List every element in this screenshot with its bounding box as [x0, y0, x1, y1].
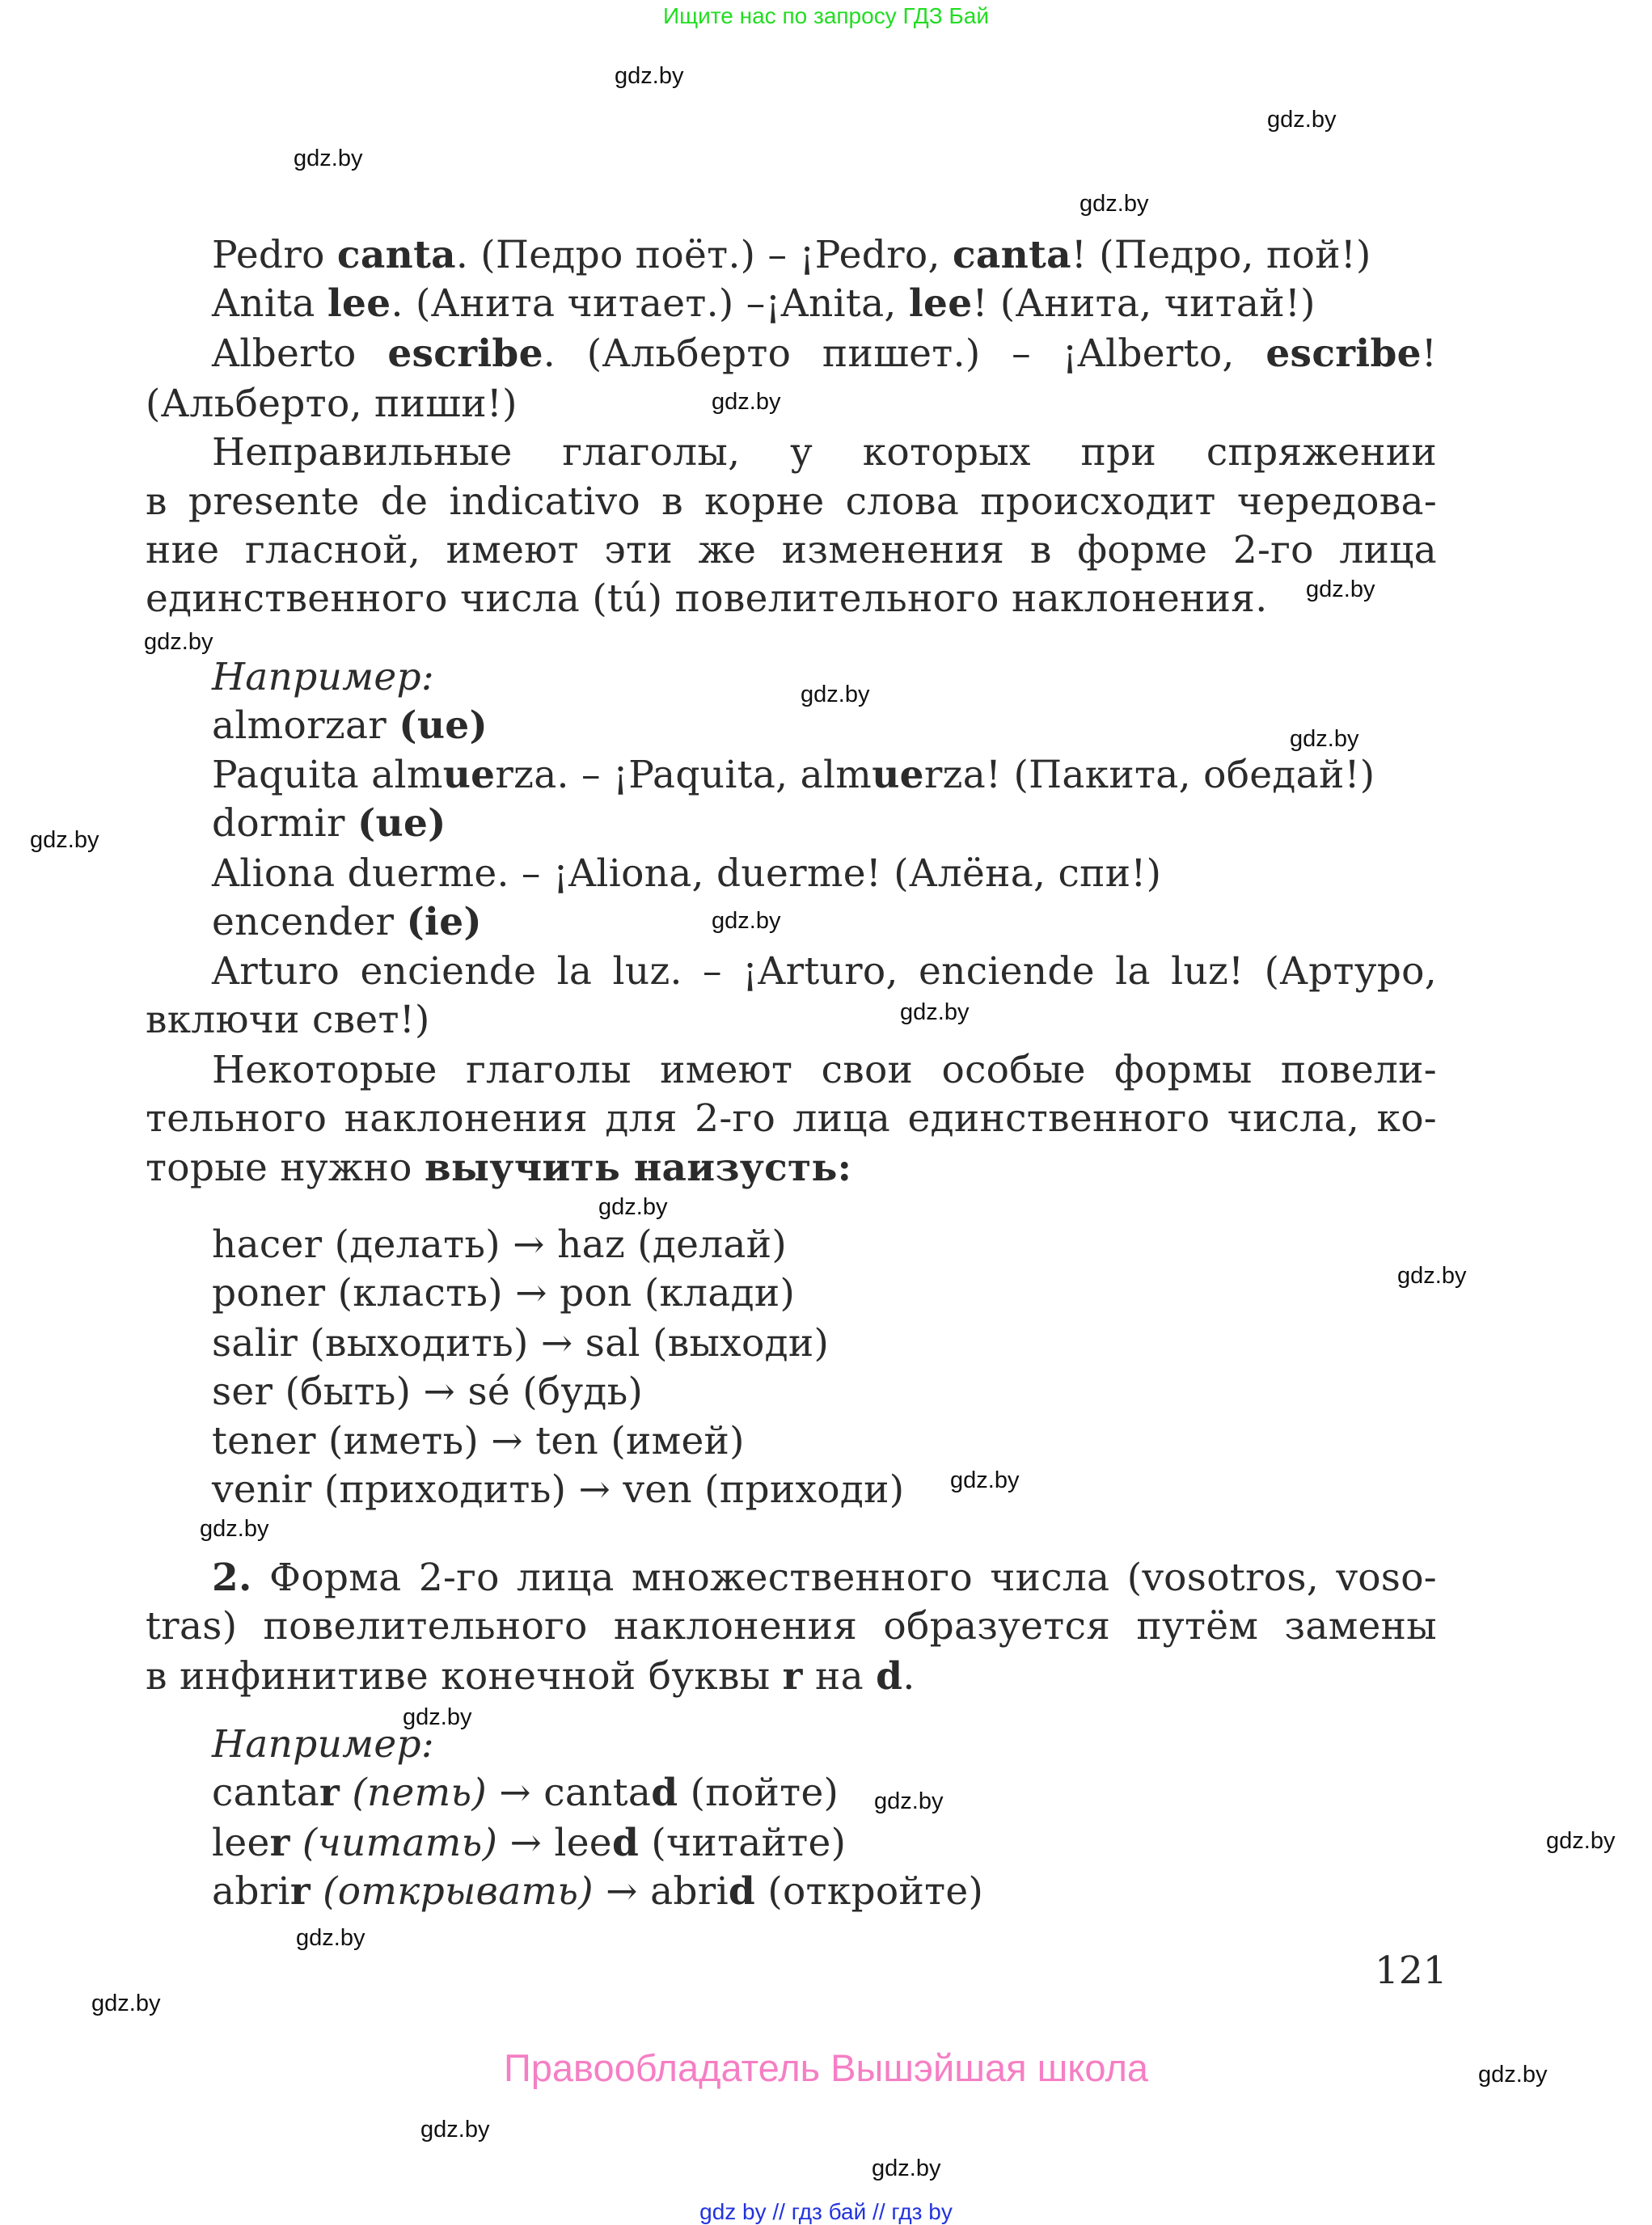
text-segment: . (Альберто пишет.) – ¡Alberto, — [543, 331, 1266, 376]
text-segment — [340, 1771, 352, 1815]
page-number: 121 — [1375, 1948, 1447, 1993]
bold-text: 2. — [212, 1556, 252, 1600]
text-segment: (откройте) — [755, 1869, 984, 1914]
text-segment: ! (Анита, читай!) — [972, 281, 1316, 326]
text-segment: на — [802, 1654, 877, 1699]
bold-text: d — [876, 1654, 903, 1699]
text-segment: salir (выходить) → sal (выходи) — [212, 1321, 830, 1366]
text-segment: Некоторые глаголы имеют свои особые формы повели- — [212, 1048, 1437, 1092]
bold-text: r — [269, 1821, 290, 1865]
bold-text: lee — [908, 281, 973, 326]
text-line — [212, 1046, 1437, 1095]
watermark: gdz.by — [1080, 191, 1149, 217]
text-segment: в инфинитиве конечной буквы — [146, 1654, 783, 1699]
text-segment: . (Анита читает.) –¡Anita, — [391, 281, 909, 326]
watermark: gdz.by — [801, 682, 870, 707]
bold-text: escribe — [387, 331, 543, 376]
text-segment: ! — [1421, 331, 1438, 376]
text-segment: Pedro — [212, 233, 337, 277]
watermark: gdz.by — [1546, 1828, 1616, 1854]
search-hint-banner: Ищите нас по запросу ГДЗ Бай — [662, 3, 990, 28]
bold-text: d — [651, 1771, 678, 1815]
watermark: gdz.by — [1290, 726, 1359, 752]
text-line — [146, 996, 430, 1045]
text-segment: единственного числа (tú) повелительного наклонения. — [146, 576, 1268, 621]
italic-text: (петь) — [352, 1771, 488, 1815]
text-segment: Неправильные глаголы, у которых при спряжении — [212, 430, 1437, 475]
bold-text: canta — [952, 233, 1071, 277]
text-segment: dormir — [212, 801, 357, 846]
text-segment: encender — [212, 900, 407, 944]
text-segment: tras) повелительного наклонения образуется путём замены — [146, 1604, 1437, 1649]
text-line — [212, 702, 488, 750]
text-segment: Alberto — [212, 331, 388, 376]
text-line — [146, 1144, 851, 1193]
copyright-owner: Правообладатель Вышэйшая школа — [503, 2046, 1149, 2089]
text-segment: abri — [212, 1869, 290, 1914]
bold-text: (ie) — [406, 900, 482, 944]
text-line — [212, 330, 1437, 378]
bold-text: d — [728, 1869, 756, 1914]
text-line — [212, 1417, 745, 1466]
watermark: gdz.by — [712, 389, 781, 415]
text-line — [212, 948, 1437, 996]
bold-text: canta — [336, 233, 456, 277]
text-segment — [290, 1821, 302, 1865]
bold-text: r — [319, 1771, 340, 1815]
watermark: gdz.by — [872, 2155, 941, 2181]
italic-text: Например: — [212, 1722, 435, 1767]
text-segment: lee — [212, 1821, 270, 1865]
watermark: gdz.by — [91, 1991, 161, 2016]
text-line — [212, 280, 1316, 328]
text-segment: Arturo enciende la luz. – ¡Arturo, enciende la luz! (Артуро, — [212, 949, 1437, 994]
text-line — [146, 478, 1437, 526]
watermark: gdz.by — [712, 908, 781, 934]
text-segment: ние гласной, имеют эти же изменения в форме 2-го лица — [146, 528, 1437, 572]
text-line — [146, 526, 1437, 575]
text-segment: в presente de indicativo в корне слова происходит чередова- — [146, 479, 1437, 524]
watermark: gdz.by — [294, 146, 363, 171]
text-segment: poner (класть) → pon (клади) — [212, 1271, 796, 1315]
text-line — [212, 1466, 904, 1514]
text-segment: venir (приходить) → ven (приходи) — [212, 1467, 905, 1512]
text-line — [146, 1095, 1437, 1143]
bold-text: ue — [872, 753, 924, 797]
text-segment: . (Педро поёт.) – ¡Pedro, — [455, 233, 953, 277]
watermark: gdz.by — [403, 1704, 472, 1730]
bold-text: r — [782, 1654, 803, 1699]
text-line — [212, 850, 1161, 898]
watermark: gdz.by — [420, 2117, 490, 2143]
watermark: gdz.by — [874, 1788, 944, 1814]
text-line — [212, 653, 434, 702]
text-segment: canta — [212, 1771, 320, 1815]
text-segment: тельного наклонения для 2-го лица единственного числа, ко- — [146, 1096, 1437, 1141]
text-segment: tener (иметь) → ten (имей) — [212, 1419, 745, 1463]
watermark: gdz.by — [900, 999, 970, 1025]
text-segment: (пойте) — [678, 1771, 839, 1815]
bold-text: lee — [327, 281, 391, 326]
footer-links[interactable]: gdz by // гдз бай // гдз by — [699, 2199, 953, 2224]
text-line — [212, 800, 446, 848]
text-segment: торые нужно — [146, 1146, 425, 1190]
text-segment: (Альберто, пиши!) — [146, 382, 518, 426]
watermark: gdz.by — [144, 629, 213, 655]
text-line — [212, 1720, 434, 1769]
watermark: gdz.by — [615, 63, 684, 89]
watermark: gdz.by — [1267, 107, 1337, 133]
bold-text: r — [289, 1869, 311, 1914]
text-line — [146, 1602, 1437, 1651]
bold-text: выучить наизусть: — [424, 1146, 852, 1190]
bold-text: ue — [442, 753, 496, 797]
text-line — [146, 1653, 915, 1701]
text-line — [212, 1368, 643, 1416]
bold-text: (ue) — [399, 703, 488, 748]
bold-text: escribe — [1265, 331, 1422, 376]
text-segment: rza! (Пакита, обедай!) — [923, 753, 1375, 797]
text-segment: → lee — [497, 1821, 612, 1865]
text-line — [146, 575, 1268, 623]
italic-text: Например: — [212, 655, 435, 699]
watermark: gdz.by — [296, 1925, 365, 1951]
text-segment: Форма 2-го лица множественного числа (vosotros, voso- — [251, 1556, 1437, 1600]
text-line — [212, 1221, 787, 1269]
text-line — [212, 1554, 1437, 1602]
text-segment: almorzar — [212, 703, 399, 748]
text-segment: ! (Педро, пой!) — [1071, 233, 1371, 277]
text-segment: Paquita alm — [212, 753, 443, 797]
text-segment: rza. – ¡Paquita, alm — [495, 753, 872, 797]
text-line — [212, 1269, 795, 1318]
watermark: gdz.by — [598, 1194, 668, 1220]
text-line — [146, 380, 518, 429]
watermark: gdz.by — [1306, 576, 1375, 602]
italic-text: (читать) — [302, 1821, 498, 1865]
text-segment: ser (быть) → sé (будь) — [212, 1370, 644, 1414]
text-segment: (читайте) — [639, 1821, 847, 1865]
text-line — [212, 1819, 846, 1868]
watermark: gdz.by — [30, 827, 99, 853]
text-segment: . — [902, 1654, 915, 1699]
italic-text: (открывать) — [323, 1869, 594, 1914]
text-line — [212, 1319, 829, 1368]
text-segment: Anita — [212, 281, 327, 326]
text-line — [212, 898, 482, 947]
watermark: gdz.by — [1478, 2062, 1548, 2088]
text-line — [212, 751, 1375, 800]
text-segment: → canta — [487, 1771, 652, 1815]
text-segment: hacer (делать) → haz (делай) — [212, 1222, 788, 1267]
watermark: gdz.by — [200, 1516, 269, 1542]
text-line — [212, 429, 1437, 477]
text-line — [212, 1769, 839, 1818]
watermark: gdz.by — [950, 1467, 1020, 1493]
text-segment — [311, 1869, 323, 1914]
text-segment: → abri — [593, 1869, 729, 1914]
text-line — [212, 231, 1371, 280]
bold-text: d — [611, 1821, 640, 1865]
text-line — [212, 1868, 983, 1916]
text-segment: Aliona duerme. – ¡Aliona, duerme! (Алёна, спи!) — [212, 851, 1162, 896]
bold-text: (ue) — [357, 801, 446, 846]
text-segment: включи свет!) — [146, 998, 430, 1042]
watermark: gdz.by — [1397, 1263, 1467, 1289]
